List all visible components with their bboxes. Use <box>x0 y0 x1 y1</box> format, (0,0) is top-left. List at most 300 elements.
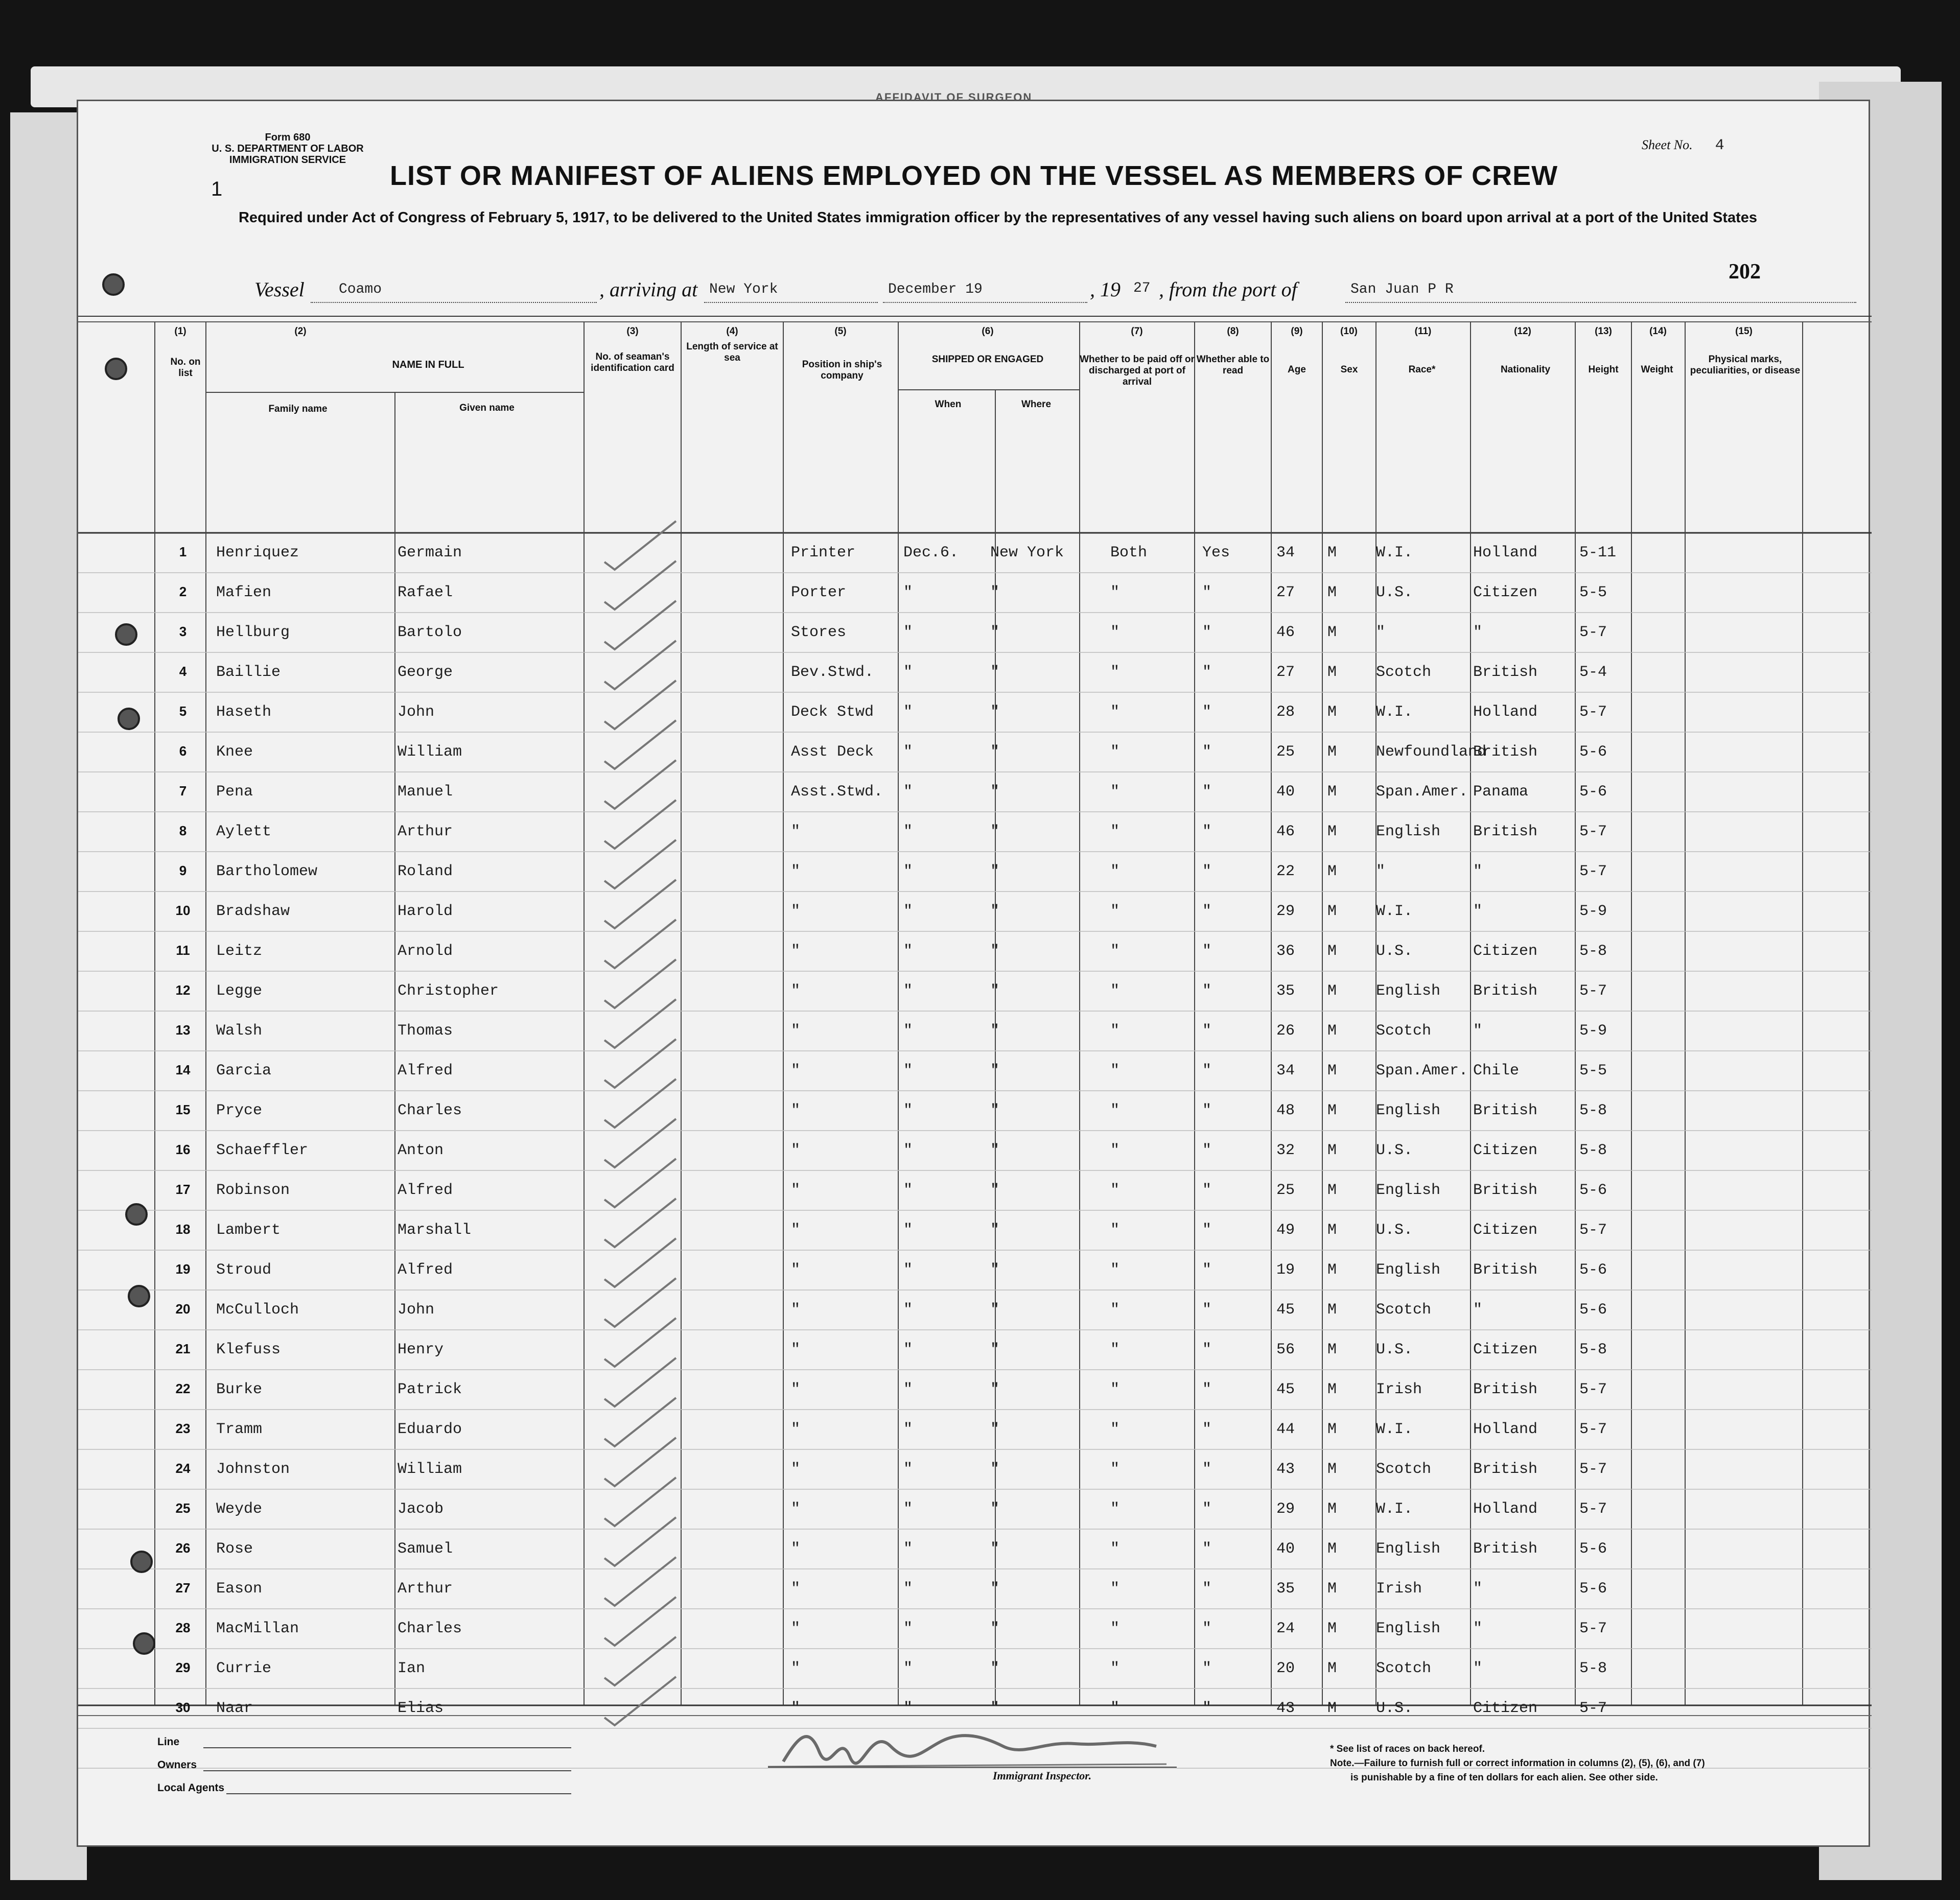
shipped-where-cell: " <box>990 783 1000 801</box>
race-cell: Scotch <box>1376 664 1432 681</box>
position-cell: Printer <box>791 544 856 561</box>
family-name-cell: Tramm <box>216 1421 263 1438</box>
col-race-header: Race* <box>1408 364 1436 375</box>
family-name-cell: Henriquez <box>216 544 299 561</box>
paid-off-cell: " <box>1110 1182 1120 1199</box>
given-name-cell: Alfred <box>398 1182 453 1199</box>
height-cell: 5-7 <box>1579 982 1607 1000</box>
shipped-where-cell: " <box>990 982 1000 1000</box>
age-cell: 27 <box>1276 664 1295 681</box>
height-cell: 5-6 <box>1579 1301 1607 1319</box>
nationality-cell: Citizen <box>1473 584 1538 601</box>
family-name-cell: Johnston <box>216 1461 290 1478</box>
shipped-when-cell: " <box>903 943 913 960</box>
nationality-cell: Citizen <box>1473 943 1538 960</box>
paid-off-cell: " <box>1110 624 1120 641</box>
able-to-read-cell: " <box>1202 1022 1212 1040</box>
page-subtitle: Required under Act of Congress of February 5, 1917, to be delivered to the United States immigration officer by the representatives of any vessel having such aliens on board upon arrival at a port of the United States <box>238 209 1758 226</box>
shipped-when-cell: Dec.6. <box>903 544 959 561</box>
shipped-when-cell: " <box>903 1660 913 1677</box>
able-to-read-cell: " <box>1202 783 1212 801</box>
row-number-cell: 20 <box>175 1301 191 1317</box>
height-cell: 5-8 <box>1579 1341 1607 1358</box>
shipped-where-cell: " <box>990 1182 1000 1199</box>
race-cell: Irish <box>1376 1381 1422 1398</box>
height-cell: 5-9 <box>1579 903 1607 920</box>
row-number-cell: 9 <box>179 863 187 878</box>
shipped-when-cell: " <box>903 1182 913 1199</box>
nationality-cell: Citizen <box>1473 1222 1538 1239</box>
nationality-cell: British <box>1473 664 1538 681</box>
table-row <box>78 1540 1872 1571</box>
race-note: * See list of races on back hereof. <box>1330 1744 1485 1754</box>
able-to-read-cell: " <box>1202 743 1212 761</box>
race-cell: U.S. <box>1376 1700 1413 1717</box>
row-number-cell: 10 <box>175 903 191 918</box>
nationality-cell: British <box>1473 982 1538 1000</box>
sex-cell: M <box>1327 863 1337 880</box>
race-cell: W.I. <box>1376 544 1413 561</box>
col-length-header: Length of service at sea <box>686 341 778 363</box>
shipped-when-cell: " <box>903 1700 913 1717</box>
sex-cell: M <box>1327 943 1337 960</box>
race-cell: English <box>1376 1620 1441 1637</box>
nationality-cell: " <box>1473 1022 1483 1040</box>
paid-off-cell: " <box>1110 1142 1120 1159</box>
height-cell: 5-6 <box>1579 1540 1607 1558</box>
column-number: (15) <box>1735 326 1753 337</box>
shipped-where-cell: " <box>990 1301 1000 1319</box>
position-cell: Asst Deck <box>791 743 874 761</box>
position-cell: " <box>791 1620 801 1637</box>
shipped-when-cell: " <box>903 1540 913 1558</box>
sex-cell: M <box>1327 1022 1337 1040</box>
table-row <box>78 982 1872 1013</box>
age-cell: 35 <box>1276 1580 1295 1598</box>
row-number-cell: 27 <box>175 1580 191 1596</box>
age-cell: 27 <box>1276 584 1295 601</box>
age-cell: 40 <box>1276 783 1295 801</box>
able-to-read-cell: " <box>1202 823 1212 840</box>
paid-off-cell: " <box>1110 863 1120 880</box>
arrival-port: New York <box>709 282 778 297</box>
table-row <box>78 863 1872 894</box>
shipped-when-cell: " <box>903 823 913 840</box>
able-to-read-cell: " <box>1202 1142 1212 1159</box>
shipped-where-cell: " <box>990 1421 1000 1438</box>
position-cell: " <box>791 982 801 1000</box>
age-cell: 25 <box>1276 743 1295 761</box>
age-cell: 32 <box>1276 1142 1295 1159</box>
family-name-cell: Pena <box>216 783 253 801</box>
shipped-when-cell: " <box>903 1102 913 1119</box>
position-cell: " <box>791 1540 801 1558</box>
shipped-when-cell: " <box>903 903 913 920</box>
sheet-number <box>1642 137 1724 154</box>
position-cell: " <box>791 1580 801 1598</box>
race-cell: English <box>1376 823 1441 840</box>
position-cell: " <box>791 1381 801 1398</box>
position-cell: " <box>791 943 801 960</box>
sex-cell: M <box>1327 1182 1337 1199</box>
shipped-where-cell: " <box>990 584 1000 601</box>
form-header <box>212 132 364 166</box>
shipped-where-cell: " <box>990 943 1000 960</box>
sex-cell: M <box>1327 982 1337 1000</box>
nationality-cell: Panama <box>1473 783 1529 801</box>
row-number-cell: 12 <box>175 982 191 998</box>
age-cell: 26 <box>1276 1022 1295 1040</box>
paid-off-cell: " <box>1110 1062 1120 1080</box>
age-cell: 22 <box>1276 863 1295 880</box>
page-title: LIST OR MANIFEST OF ALIENS EMPLOYED ON THE VESSEL AS MEMBERS OF CREW <box>390 160 1558 191</box>
table-row <box>78 584 1872 615</box>
nationality-cell: " <box>1473 903 1483 920</box>
nationality-cell: Holland <box>1473 703 1538 721</box>
sex-cell: M <box>1327 703 1337 721</box>
given-name-cell: Arnold <box>398 943 453 960</box>
given-name-cell: Ian <box>398 1660 426 1677</box>
given-name-cell: Roland <box>398 863 453 880</box>
able-to-read-cell: " <box>1202 624 1212 641</box>
paid-off-cell: " <box>1110 1580 1120 1598</box>
able-to-read-cell: " <box>1202 1540 1212 1558</box>
family-name-cell: Burke <box>216 1381 263 1398</box>
column-number: (4) <box>726 326 738 337</box>
given-name-cell: Henry <box>398 1341 444 1358</box>
col-height-header: Height <box>1588 364 1619 375</box>
position-cell: " <box>791 1461 801 1478</box>
column-number: (10) <box>1340 326 1358 337</box>
family-name-cell: Weyde <box>216 1500 263 1518</box>
race-cell: " <box>1376 624 1386 641</box>
vessel-label: Vessel <box>254 278 305 301</box>
shipped-when-cell: " <box>903 1301 913 1319</box>
height-cell: 5-8 <box>1579 1142 1607 1159</box>
paid-off-cell: " <box>1110 1700 1120 1717</box>
able-to-read-cell: " <box>1202 1381 1212 1398</box>
position-cell: " <box>791 1261 801 1279</box>
able-to-read-cell: " <box>1202 584 1212 601</box>
race-cell: " <box>1376 863 1386 880</box>
vessel-line <box>254 277 1864 308</box>
able-to-read-cell: " <box>1202 1062 1212 1080</box>
sex-cell: M <box>1327 1261 1337 1279</box>
position-cell: " <box>791 1182 801 1199</box>
nationality-cell: Holland <box>1473 1421 1538 1438</box>
shipped-where-cell: " <box>990 1062 1000 1080</box>
nationality-cell: British <box>1473 1182 1538 1199</box>
shipped-when-cell: " <box>903 1381 913 1398</box>
check-mark-icon <box>599 1674 681 1730</box>
position-cell: " <box>791 1142 801 1159</box>
age-cell: 34 <box>1276 544 1295 561</box>
column-number: (6) <box>982 326 994 337</box>
race-cell: W.I. <box>1376 1421 1413 1438</box>
race-cell: Scotch <box>1376 1022 1432 1040</box>
manifest-sheet <box>77 91 1870 1847</box>
age-cell: 29 <box>1276 1500 1295 1518</box>
given-name-cell: Patrick <box>398 1381 462 1398</box>
departure-port: San Juan P R <box>1350 282 1454 297</box>
shipped-where-cell: " <box>990 1341 1000 1358</box>
shipped-when-cell: " <box>903 664 913 681</box>
position-cell: " <box>791 823 801 840</box>
underlying-page-left <box>10 112 87 1880</box>
arrival-date: December 19 <box>888 282 983 297</box>
race-cell: Span.Amer. <box>1376 783 1468 801</box>
row-number-cell: 7 <box>179 783 187 799</box>
nationality-cell: Citizen <box>1473 1142 1538 1159</box>
paid-off-cell: " <box>1110 783 1120 801</box>
height-cell: 5-5 <box>1579 584 1607 601</box>
able-to-read-cell: " <box>1202 1261 1212 1279</box>
table-row <box>78 664 1872 694</box>
shipped-when-cell: " <box>903 1142 913 1159</box>
table-row <box>78 1421 1872 1451</box>
family-name-cell: Baillie <box>216 664 281 681</box>
given-name-cell: Thomas <box>398 1022 453 1040</box>
given-name-cell: John <box>398 703 435 721</box>
age-cell: 48 <box>1276 1102 1295 1119</box>
shipped-when-cell: " <box>903 1461 913 1478</box>
arrival-year: 27 <box>1133 280 1151 296</box>
shipped-where-cell: " <box>990 624 1000 641</box>
owners-label: Owners <box>157 1759 197 1771</box>
nationality-cell: Chile <box>1473 1062 1520 1080</box>
position-cell: Porter <box>791 584 847 601</box>
age-cell: 46 <box>1276 624 1295 641</box>
shipped-where-cell: " <box>990 743 1000 761</box>
shipped-where-cell: " <box>990 1540 1000 1558</box>
table-row <box>78 1500 1872 1531</box>
position-cell: " <box>791 1700 801 1717</box>
nationality-cell: " <box>1473 624 1483 641</box>
paid-off-cell: " <box>1110 1540 1120 1558</box>
row-number-cell: 23 <box>175 1421 191 1436</box>
given-name-cell: John <box>398 1301 435 1319</box>
binder-hole <box>118 708 140 730</box>
shipped-when-cell: " <box>903 624 913 641</box>
sex-cell: M <box>1327 1500 1337 1518</box>
age-cell: 40 <box>1276 1540 1295 1558</box>
shipped-where-cell: " <box>990 1261 1000 1279</box>
family-name-cell: Leitz <box>216 943 263 960</box>
height-cell: 5-7 <box>1579 1421 1607 1438</box>
paid-off-cell: " <box>1110 1461 1120 1478</box>
shipped-when-cell: " <box>903 1580 913 1598</box>
column-number: (9) <box>1291 326 1303 337</box>
height-cell: 5-7 <box>1579 703 1607 721</box>
row-number-cell: 15 <box>175 1102 191 1117</box>
sex-cell: M <box>1327 544 1337 561</box>
col-nationality-header: Nationality <box>1500 364 1551 375</box>
height-cell: 5-7 <box>1579 823 1607 840</box>
given-name-cell: Jacob <box>398 1500 444 1518</box>
age-cell: 25 <box>1276 1182 1295 1199</box>
position-cell: Bev.Stwd. <box>791 664 874 681</box>
height-cell: 5-7 <box>1579 1381 1607 1398</box>
table-row <box>78 903 1872 933</box>
height-cell: 5-8 <box>1579 1102 1607 1119</box>
row-number-cell: 14 <box>175 1062 191 1077</box>
nationality-cell: Citizen <box>1473 1341 1538 1358</box>
race-cell: U.S. <box>1376 1341 1413 1358</box>
nationality-cell: British <box>1473 1381 1538 1398</box>
age-cell: 28 <box>1276 703 1295 721</box>
height-cell: 5-8 <box>1579 1660 1607 1677</box>
table-row <box>78 1022 1872 1053</box>
shipped-where-cell: " <box>990 664 1000 681</box>
col-marks-header: Physical marks, peculiarities, or disease <box>1690 354 1801 376</box>
row-number-cell: 3 <box>179 624 187 639</box>
able-to-read-cell: " <box>1202 1500 1212 1518</box>
able-to-read-cell: " <box>1202 1660 1212 1677</box>
age-cell: 20 <box>1276 1660 1295 1677</box>
paid-off-cell: " <box>1110 743 1120 761</box>
col-read-header: Whether able to read <box>1196 354 1270 376</box>
given-name-cell: Elias <box>398 1700 444 1717</box>
able-to-read-cell: " <box>1202 664 1212 681</box>
age-cell: 43 <box>1276 1461 1295 1478</box>
height-cell: 5-7 <box>1579 1222 1607 1239</box>
row-number-cell: 13 <box>175 1022 191 1038</box>
sex-cell: M <box>1327 1660 1337 1677</box>
age-cell: 29 <box>1276 903 1295 920</box>
race-cell: Scotch <box>1376 1660 1432 1677</box>
shipped-when-cell: " <box>903 584 913 601</box>
given-name-cell: Manuel <box>398 783 453 801</box>
shipped-where-cell: " <box>990 863 1000 880</box>
height-cell: 5-6 <box>1579 1261 1607 1279</box>
position-cell: " <box>791 1222 801 1239</box>
column-number: (8) <box>1227 326 1239 337</box>
shipped-when-cell: " <box>903 982 913 1000</box>
position-cell: " <box>791 1500 801 1518</box>
department-name: U. S. DEPARTMENT OF LABOR <box>212 143 364 154</box>
col-age-header: Age <box>1288 364 1306 375</box>
able-to-read-cell: " <box>1202 863 1212 880</box>
col-paid-header: Whether to be paid off or discharged at port of arrival <box>1080 354 1195 387</box>
position-cell: Asst.Stwd. <box>791 783 883 801</box>
row-number-cell: 17 <box>175 1182 191 1197</box>
table-row <box>78 1062 1872 1093</box>
height-cell: 5-6 <box>1579 1182 1607 1199</box>
shipped-where-cell: " <box>990 903 1000 920</box>
family-name-cell: Mafien <box>216 584 272 601</box>
column-number: (7) <box>1131 326 1143 337</box>
race-cell: Scotch <box>1376 1461 1432 1478</box>
paid-off-cell: " <box>1110 703 1120 721</box>
able-to-read-cell: " <box>1202 1341 1212 1358</box>
note-line-1: Failure to furnish full or correct information in columns (2), (5), (6), and (7) <box>1364 1758 1705 1769</box>
binder-hole <box>128 1285 150 1307</box>
column-number: (11) <box>1414 326 1432 337</box>
height-cell: 5-6 <box>1579 1580 1607 1598</box>
age-cell: 35 <box>1276 982 1295 1000</box>
able-to-read-cell: " <box>1202 1301 1212 1319</box>
position-cell: Deck Stwd <box>791 703 874 721</box>
row-number-cell: 2 <box>179 584 187 599</box>
arriving-label: , arriving at <box>599 278 698 301</box>
col-no-header: No. on list <box>170 357 201 379</box>
shipped-where-cell: " <box>990 1102 1000 1119</box>
table-row <box>78 1222 1872 1252</box>
family-name-cell: Hellburg <box>216 624 290 641</box>
table-row <box>78 943 1872 973</box>
row-number-cell: 21 <box>175 1341 191 1356</box>
binder-hole <box>125 1203 148 1226</box>
race-cell: W.I. <box>1376 703 1413 721</box>
given-name-cell: Arthur <box>398 823 453 840</box>
shipped-where-cell: " <box>990 1580 1000 1598</box>
shipped-when-cell: " <box>903 1620 913 1637</box>
age-cell: 24 <box>1276 1620 1295 1637</box>
paid-off-cell: " <box>1110 1381 1120 1398</box>
table-row <box>78 544 1872 575</box>
shipped-where-cell: " <box>990 1500 1000 1518</box>
nationality-cell: British <box>1473 1102 1538 1119</box>
age-cell: 46 <box>1276 823 1295 840</box>
able-to-read-cell: " <box>1202 1580 1212 1598</box>
family-name-cell: Stroud <box>216 1261 272 1279</box>
shipped-where-cell: " <box>990 1700 1000 1717</box>
table-row <box>78 1381 1872 1412</box>
form-number: Form 680 <box>265 132 311 143</box>
shipped-when-cell: " <box>903 703 913 721</box>
shipped-where-cell: " <box>990 1461 1000 1478</box>
shipped-where-cell: " <box>990 703 1000 721</box>
col-family-header: Family name <box>268 404 328 414</box>
table-row <box>78 1301 1872 1332</box>
service-name: IMMIGRATION SERVICE <box>229 154 346 166</box>
age-cell: 45 <box>1276 1301 1295 1319</box>
family-name-cell: Schaeffler <box>216 1142 309 1159</box>
position-cell: " <box>791 863 801 880</box>
table-row <box>78 703 1872 734</box>
column-number: (12) <box>1514 326 1531 337</box>
table-row <box>78 1142 1872 1172</box>
height-cell: 5-4 <box>1579 664 1607 681</box>
sex-cell: M <box>1327 1142 1337 1159</box>
able-to-read-cell: " <box>1202 1102 1212 1119</box>
given-name-cell: Eduardo <box>398 1421 462 1438</box>
given-name-cell: Alfred <box>398 1261 453 1279</box>
race-cell: English <box>1376 982 1441 1000</box>
shipped-when-cell: " <box>903 1261 913 1279</box>
height-cell: 5-6 <box>1579 743 1607 761</box>
race-cell: Span.Amer. <box>1376 1062 1468 1080</box>
line-label: Line <box>157 1736 180 1748</box>
position-cell: " <box>791 1660 801 1677</box>
age-cell: 45 <box>1276 1381 1295 1398</box>
race-cell: U.S. <box>1376 1142 1413 1159</box>
family-name-cell: Klefuss <box>216 1341 281 1358</box>
sex-cell: M <box>1327 743 1337 761</box>
given-name-cell: Rafael <box>398 584 453 601</box>
row-number-cell: 29 <box>175 1660 191 1675</box>
position-cell: " <box>791 903 801 920</box>
paid-off-cell: " <box>1110 982 1120 1000</box>
nationality-cell: Citizen <box>1473 1700 1538 1717</box>
row-number-cell: 4 <box>179 664 187 679</box>
given-name-cell: Bartolo <box>398 624 462 641</box>
position-cell: " <box>791 1062 801 1080</box>
position-cell: " <box>791 1421 801 1438</box>
nationality-cell: British <box>1473 1261 1538 1279</box>
sex-cell: M <box>1327 1540 1337 1558</box>
position-cell: " <box>791 1022 801 1040</box>
